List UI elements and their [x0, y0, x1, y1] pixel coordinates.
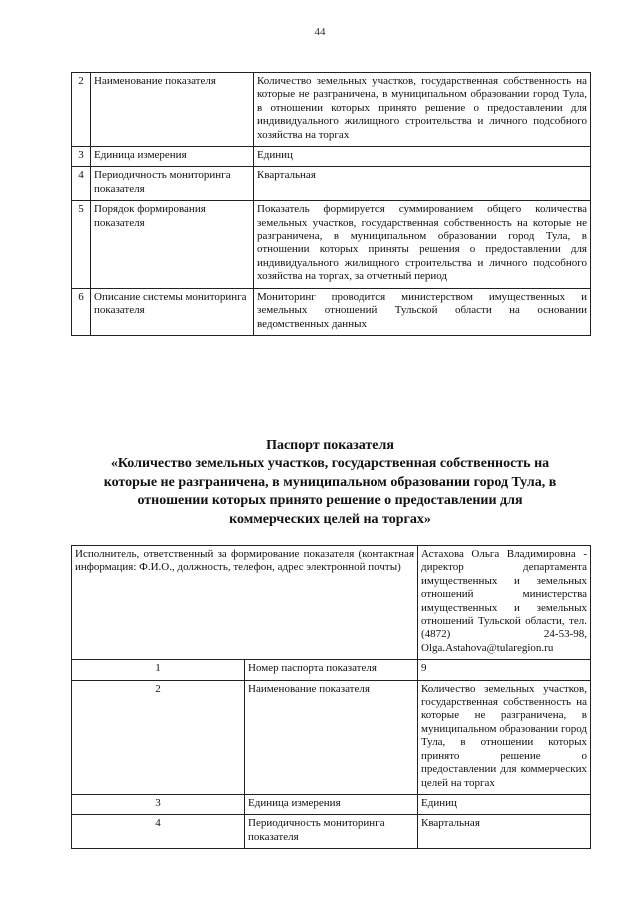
row-number: 5 [72, 201, 91, 288]
passport-title-name: «Количество земельных участков, государственная собственность на которые не разграничена, в муниципальном образовании город Тула, в отношении которых принято решение о предоставлении для коммерческих целей на торгах» [103, 456, 557, 527]
table-row [72, 288, 591, 335]
row-number: 6 [72, 288, 91, 335]
table-row [72, 73, 591, 147]
table-row [72, 201, 591, 288]
executor-label: Исполнитель, ответственный за формирование показателя (контактная информация: Ф.И.О., должность, телефон, адрес электронной почты) [72, 546, 418, 660]
row-value: Количество земельных участков, государственная собственность на которые не разграничена, в муниципальном образовании город Тула, в отношении которых принято решение о предоставлении для индивидуального жилищного строительства и личного подсобного хозяйства на торгах [254, 73, 591, 147]
executor-value: Астахова Ольга Владимировна - директор департамента имущественных и земельных отношений министерства имущественных и земельных отношений Тульской области, тел. (4872) 24-53-98, Olga.Astahova@tularegion.ru [418, 546, 591, 660]
row-number: 2 [72, 73, 91, 147]
row-label: Единица измерения [245, 794, 418, 814]
row-value: Единиц [418, 794, 591, 814]
row-number: 4 [72, 167, 91, 201]
row-label: Наименование показателя [91, 73, 254, 147]
row-value: Показатель формируется суммированием общего количества земельных участков, государственная собственность на которые не разграничена, в муниципальном образовании город Тула, в отношении которых приняты решения о предоставлении для индивидуального жилищного строительства и личного подсобного хозяйства на торгах, за отчетный период [254, 201, 591, 288]
row-value: Квартальная [418, 815, 591, 849]
row-value: 9 [418, 660, 591, 680]
row-value: Количество земельных участков, государственная собственность на которые не разграничена, в муниципальном образовании город Тула, в отношении которых принято решение о предоставлении для коммерческих целей на торгах [418, 680, 591, 794]
table-row [72, 680, 591, 794]
row-number: 1 [72, 660, 245, 680]
row-number: 4 [72, 815, 245, 849]
row-number: 2 [72, 680, 245, 794]
row-label: Периодичность мониторинга показателя [91, 167, 254, 201]
row-number: 3 [72, 794, 245, 814]
row-number: 3 [72, 147, 91, 167]
table-row [72, 660, 591, 680]
row-value: Квартальная [254, 167, 591, 201]
table-row [72, 167, 591, 201]
row-label: Порядок формирования показателя [91, 201, 254, 288]
table-row [72, 815, 591, 849]
row-label: Описание системы мониторинга показателя [91, 288, 254, 335]
indicator-table-2 [71, 545, 591, 849]
table-row [72, 147, 591, 167]
row-label: Периодичность мониторинга показателя [245, 815, 418, 849]
row-value: Мониторинг проводится министерством имущественных и земельных отношений Тульской области на основании ведомственных данных [254, 288, 591, 335]
row-value: Единиц [254, 147, 591, 167]
table-row [72, 794, 591, 814]
passport-title-heading: Паспорт показателя [266, 438, 394, 453]
row-label: Номер паспорта показателя [245, 660, 418, 680]
table-row [72, 546, 591, 660]
indicator-table-1 [71, 72, 591, 336]
row-label: Наименование показателя [245, 680, 418, 794]
page-number: 44 [314, 26, 326, 38]
row-label: Единица измерения [91, 147, 254, 167]
passport-title [100, 437, 560, 529]
